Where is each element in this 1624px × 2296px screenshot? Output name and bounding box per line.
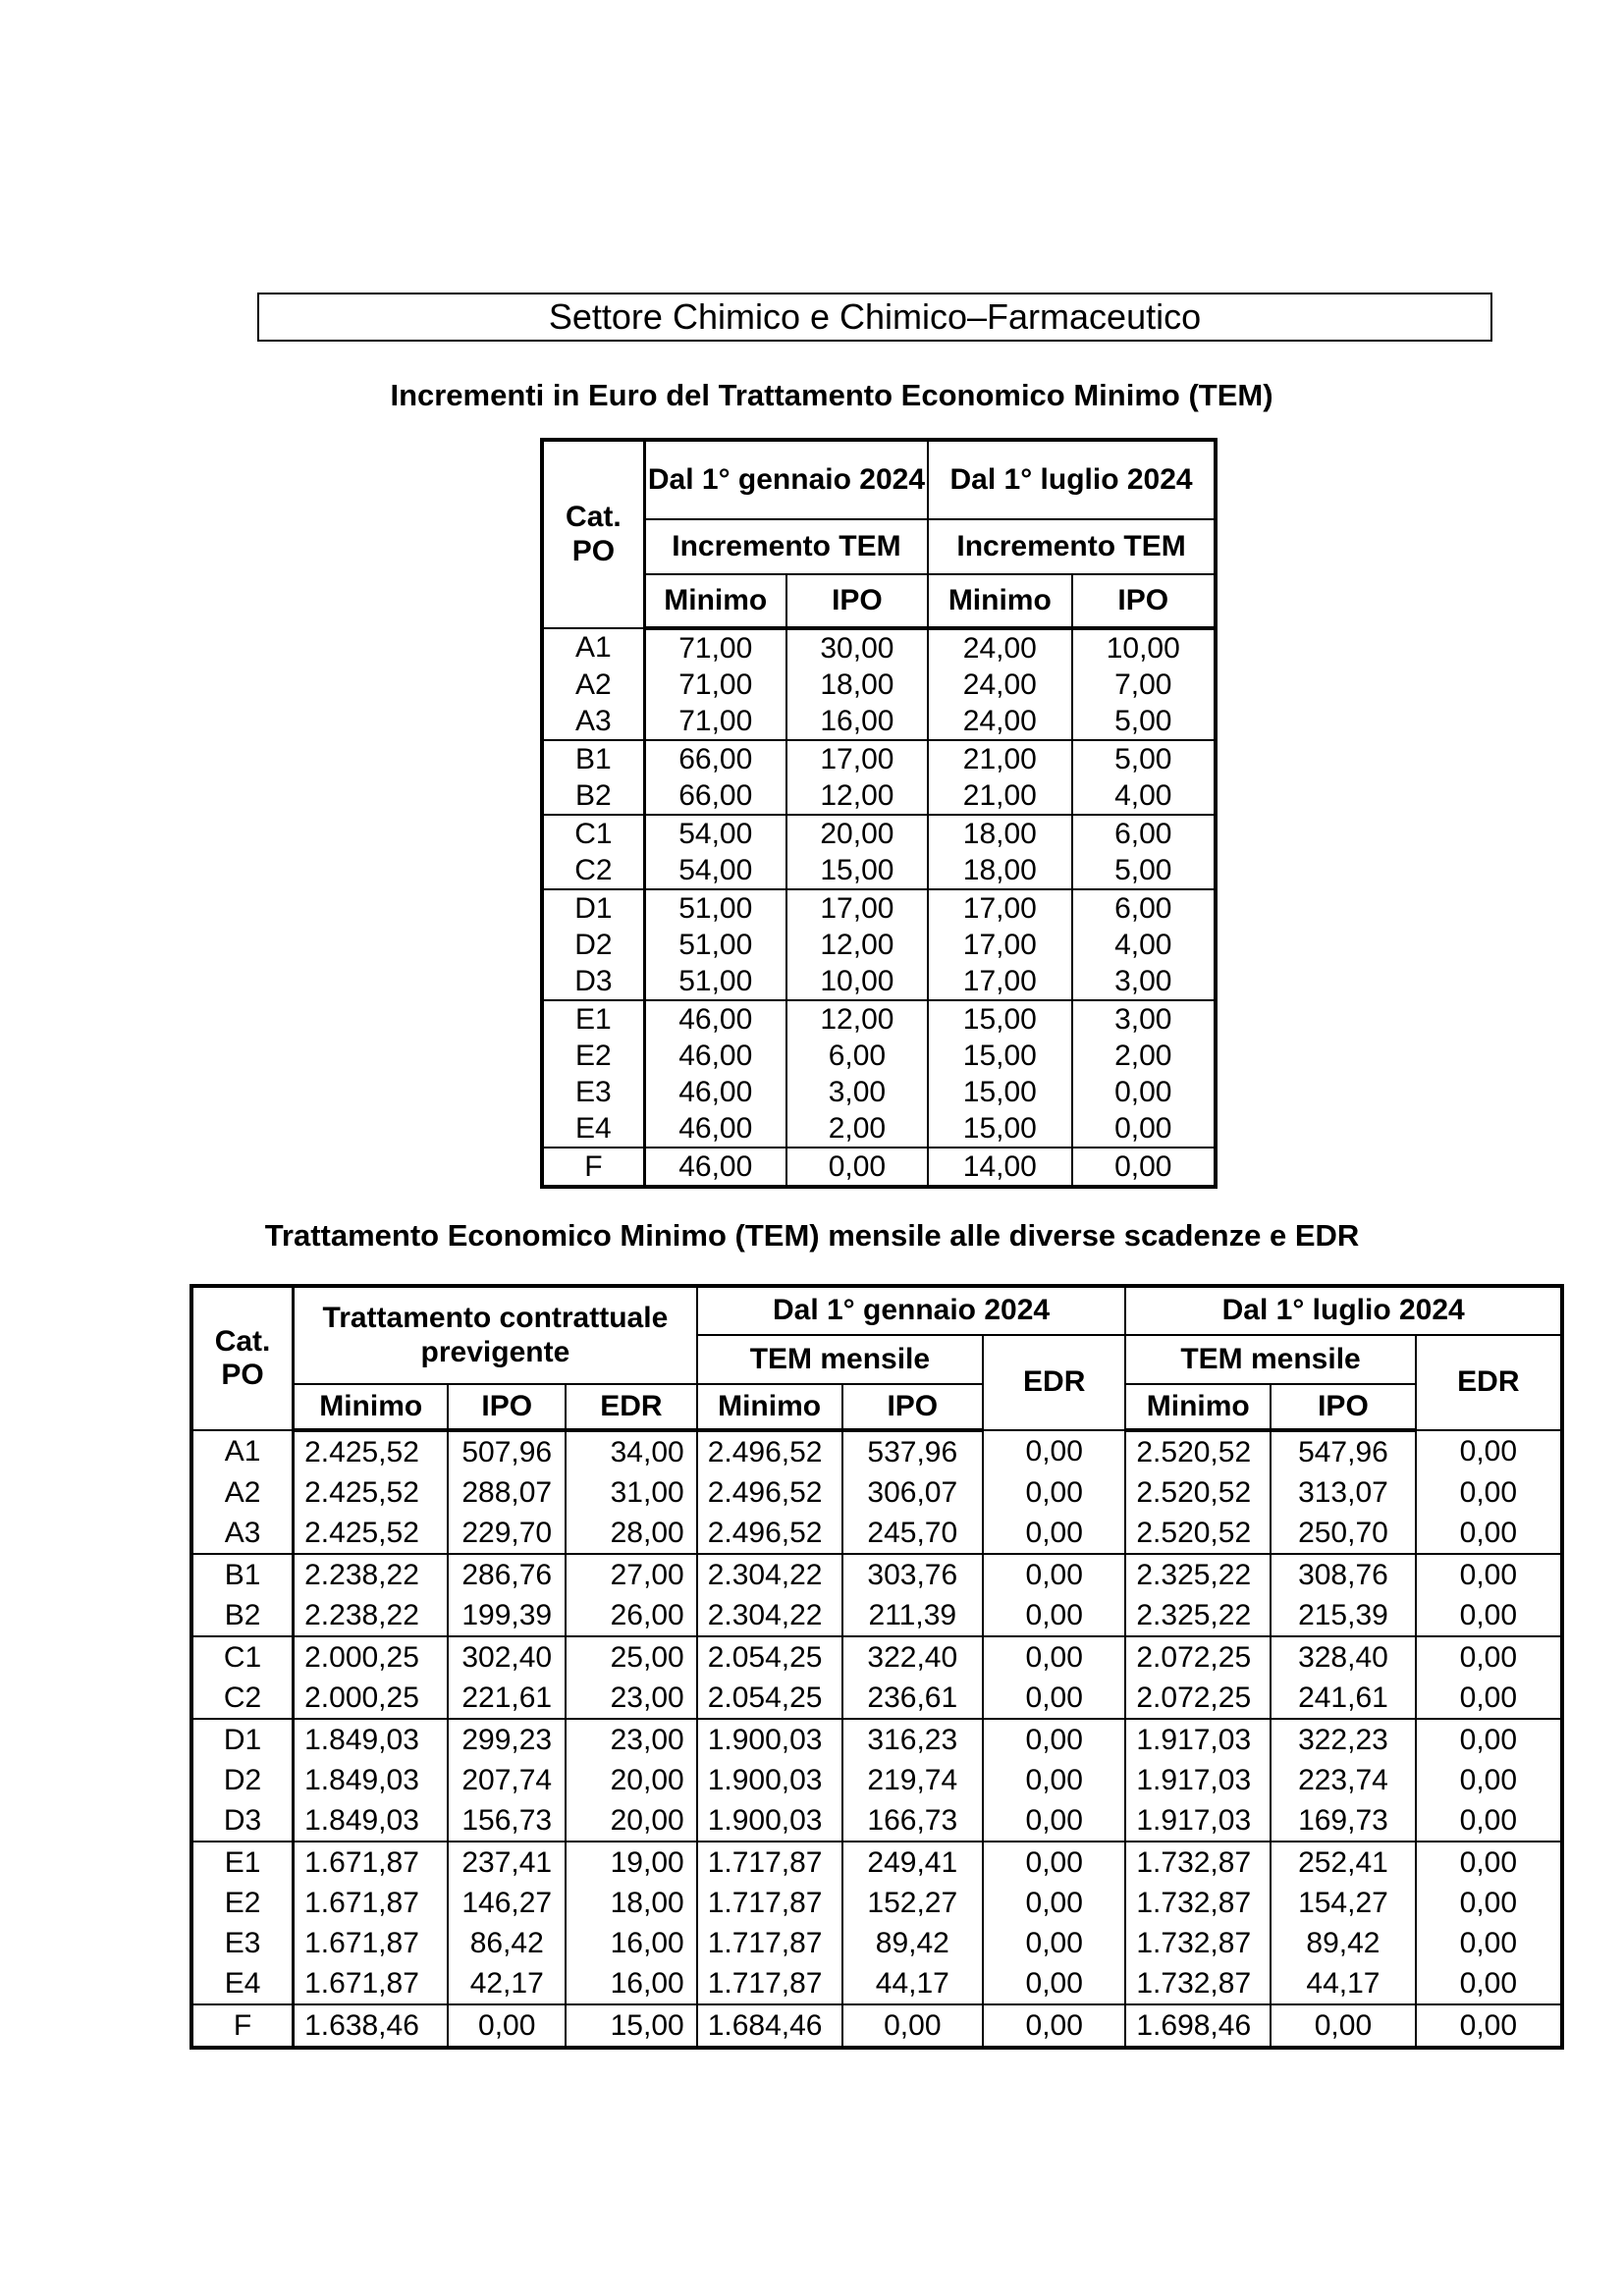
value-cell: 1.732,87 (1125, 1923, 1271, 1963)
table2-heading: Trattamento Economico Minimo (TEM) mensile alle diverse scadenze e EDR (264, 1218, 1360, 1253)
cat-po-header: Cat. PO (542, 440, 644, 628)
value-cell: 2,00 (786, 1110, 928, 1148)
value-cell: 1.917,03 (1125, 1719, 1271, 1760)
ipo-header: IPO (842, 1384, 984, 1430)
value-cell: 2.520,52 (1125, 1513, 1271, 1554)
value-cell: 15,00 (928, 1038, 1071, 1074)
table-row (542, 1074, 1216, 1110)
table-row (542, 927, 1216, 963)
value-cell: 51,00 (644, 963, 785, 1000)
table-row (191, 1800, 1562, 1842)
table-row (191, 1430, 1562, 1472)
value-cell: 16,00 (566, 1963, 697, 2004)
category-cell: B2 (191, 1595, 294, 1636)
value-cell: 2.238,22 (294, 1554, 449, 1595)
value-cell: 20,00 (786, 815, 928, 852)
category-cell: E2 (191, 1883, 294, 1923)
value-cell: 34,00 (566, 1430, 697, 1472)
category-cell: E4 (191, 1963, 294, 2004)
value-cell: 0,00 (983, 1678, 1125, 1719)
category-cell: E1 (191, 1842, 294, 1883)
value-cell: 27,00 (566, 1554, 697, 1595)
ipo-header: IPO (448, 1384, 566, 1430)
table-row (191, 1883, 1562, 1923)
value-cell: 14,00 (928, 1148, 1071, 1187)
value-cell: 537,96 (842, 1430, 984, 1472)
value-cell: 86,42 (448, 1923, 566, 1963)
value-cell: 6,00 (1072, 815, 1216, 852)
value-cell: 1.849,03 (294, 1800, 449, 1842)
document-title: Settore Chimico e Chimico–Farmaceutico (257, 293, 1492, 342)
category-cell: C1 (191, 1636, 294, 1678)
value-cell: 10,00 (786, 963, 928, 1000)
increment-tem-header: Incremento TEM (928, 519, 1216, 574)
value-cell: 0,00 (1271, 2004, 1416, 2048)
value-cell: 5,00 (1072, 740, 1216, 777)
value-cell: 299,23 (448, 1719, 566, 1760)
table-row (191, 1678, 1562, 1719)
value-cell: 152,27 (842, 1883, 984, 1923)
value-cell: 66,00 (644, 777, 785, 815)
value-cell: 2.304,22 (697, 1595, 842, 1636)
value-cell: 1.732,87 (1125, 1842, 1271, 1883)
table-row (542, 815, 1216, 852)
value-cell: 4,00 (1072, 777, 1216, 815)
ipo-header: IPO (786, 574, 928, 628)
category-cell: F (191, 2004, 294, 2048)
table-row (191, 1719, 1562, 1760)
value-cell: 0,00 (1416, 2004, 1562, 2048)
value-cell: 166,73 (842, 1800, 984, 1842)
value-cell: 12,00 (786, 927, 928, 963)
value-cell: 44,17 (1271, 1963, 1416, 2004)
value-cell: 1.900,03 (697, 1760, 842, 1800)
category-cell: A2 (542, 667, 644, 703)
value-cell: 46,00 (644, 1074, 785, 1110)
value-cell: 1.698,46 (1125, 2004, 1271, 2048)
value-cell: 303,76 (842, 1554, 984, 1595)
value-cell: 18,00 (566, 1883, 697, 1923)
value-cell: 17,00 (786, 889, 928, 927)
category-cell: E2 (542, 1038, 644, 1074)
category-cell: E1 (542, 1000, 644, 1038)
value-cell: 51,00 (644, 889, 785, 927)
value-cell: 2.072,25 (1125, 1678, 1271, 1719)
value-cell: 15,00 (928, 1074, 1071, 1110)
value-cell: 0,00 (448, 2004, 566, 2048)
value-cell: 1.849,03 (294, 1760, 449, 1800)
value-cell: 54,00 (644, 852, 785, 889)
minimo-header: Minimo (697, 1384, 842, 1430)
value-cell: 237,41 (448, 1842, 566, 1883)
category-cell: D3 (191, 1800, 294, 1842)
value-cell: 3,00 (1072, 1000, 1216, 1038)
value-cell: 313,07 (1271, 1472, 1416, 1513)
value-cell: 71,00 (644, 703, 785, 740)
value-cell: 1.717,87 (697, 1923, 842, 1963)
value-cell: 286,76 (448, 1554, 566, 1595)
minimo-header: Minimo (1125, 1384, 1271, 1430)
value-cell: 0,00 (1416, 1719, 1562, 1760)
category-cell: F (542, 1148, 644, 1187)
value-cell: 0,00 (1072, 1074, 1216, 1110)
category-cell: A3 (542, 703, 644, 740)
category-cell: B2 (542, 777, 644, 815)
table-row (191, 2004, 1562, 2048)
value-cell: 0,00 (1416, 1800, 1562, 1842)
value-cell: 0,00 (983, 1883, 1125, 1923)
value-cell: 17,00 (928, 963, 1071, 1000)
value-cell: 66,00 (644, 740, 785, 777)
value-cell: 0,00 (1416, 1678, 1562, 1719)
value-cell: 46,00 (644, 1148, 785, 1187)
value-cell: 507,96 (448, 1430, 566, 1472)
value-cell: 6,00 (786, 1038, 928, 1074)
value-cell: 24,00 (928, 628, 1071, 667)
value-cell: 322,23 (1271, 1719, 1416, 1760)
value-cell: 2.000,25 (294, 1636, 449, 1678)
value-cell: 219,74 (842, 1760, 984, 1800)
value-cell: 1.638,46 (294, 2004, 449, 2048)
value-cell: 221,61 (448, 1678, 566, 1719)
value-cell: 23,00 (566, 1719, 697, 1760)
value-cell: 229,70 (448, 1513, 566, 1554)
value-cell: 71,00 (644, 628, 785, 667)
tem-monthly-table (189, 1284, 1564, 2050)
value-cell: 0,00 (983, 1595, 1125, 1636)
value-cell: 199,39 (448, 1595, 566, 1636)
value-cell: 4,00 (1072, 927, 1216, 963)
value-cell: 46,00 (644, 1110, 785, 1148)
value-cell: 215,39 (1271, 1595, 1416, 1636)
value-cell: 20,00 (566, 1760, 697, 1800)
value-cell: 223,74 (1271, 1760, 1416, 1800)
period-july-header: Dal 1° luglio 2024 (928, 440, 1216, 519)
tem-monthly-header: TEM mensile (697, 1335, 983, 1384)
table-row (542, 1148, 1216, 1187)
category-cell: E4 (542, 1110, 644, 1148)
value-cell: 322,40 (842, 1636, 984, 1678)
table2-body (191, 1430, 1562, 2048)
category-cell: A1 (542, 628, 644, 667)
value-cell: 3,00 (786, 1074, 928, 1110)
value-cell: 15,00 (566, 2004, 697, 2048)
value-cell: 2.496,52 (697, 1472, 842, 1513)
value-cell: 2.304,22 (697, 1554, 842, 1595)
table-row (191, 1513, 1562, 1554)
value-cell: 0,00 (1416, 1513, 1562, 1554)
table-row (191, 1760, 1562, 1800)
value-cell: 51,00 (644, 927, 785, 963)
value-cell: 0,00 (1416, 1595, 1562, 1636)
value-cell: 0,00 (983, 1760, 1125, 1800)
table-row (191, 1963, 1562, 2004)
value-cell: 18,00 (786, 667, 928, 703)
value-cell: 0,00 (983, 1963, 1125, 2004)
value-cell: 10,00 (1072, 628, 1216, 667)
value-cell: 302,40 (448, 1636, 566, 1678)
category-cell: D2 (542, 927, 644, 963)
tem-increments-table (540, 438, 1218, 1189)
value-cell: 1.671,87 (294, 1883, 449, 1923)
value-cell: 0,00 (983, 1513, 1125, 1554)
value-cell: 0,00 (1416, 1760, 1562, 1800)
value-cell: 19,00 (566, 1842, 697, 1883)
value-cell: 17,00 (786, 740, 928, 777)
value-cell: 2.054,25 (697, 1678, 842, 1719)
value-cell: 0,00 (1072, 1148, 1216, 1187)
table-row (542, 889, 1216, 927)
value-cell: 5,00 (1072, 703, 1216, 740)
category-cell: A2 (191, 1472, 294, 1513)
edr-header: EDR (566, 1384, 697, 1430)
value-cell: 12,00 (786, 777, 928, 815)
value-cell: 146,27 (448, 1883, 566, 1923)
value-cell: 1.671,87 (294, 1842, 449, 1883)
value-cell: 0,00 (983, 1636, 1125, 1678)
value-cell: 16,00 (786, 703, 928, 740)
value-cell: 0,00 (983, 1923, 1125, 1963)
table-row (542, 740, 1216, 777)
value-cell: 169,73 (1271, 1800, 1416, 1842)
category-cell: C1 (542, 815, 644, 852)
value-cell: 207,74 (448, 1760, 566, 1800)
category-cell: D2 (191, 1760, 294, 1800)
value-cell: 2.238,22 (294, 1595, 449, 1636)
tem-monthly-header: TEM mensile (1125, 1335, 1415, 1384)
value-cell: 21,00 (928, 777, 1071, 815)
value-cell: 1.671,87 (294, 1963, 449, 2004)
value-cell: 1.717,87 (697, 1963, 842, 2004)
previous-treatment-header: Trattamento contrattuale previgente (294, 1286, 697, 1384)
value-cell: 245,70 (842, 1513, 984, 1554)
value-cell: 26,00 (566, 1595, 697, 1636)
value-cell: 89,42 (1271, 1923, 1416, 1963)
value-cell: 0,00 (983, 2004, 1125, 2048)
value-cell: 0,00 (983, 1554, 1125, 1595)
table-row (542, 628, 1216, 667)
value-cell: 2.520,52 (1125, 1430, 1271, 1472)
value-cell: 28,00 (566, 1513, 697, 1554)
value-cell: 0,00 (1072, 1110, 1216, 1148)
value-cell: 211,39 (842, 1595, 984, 1636)
value-cell: 0,00 (842, 2004, 984, 2048)
period-january-header: Dal 1° gennaio 2024 (644, 440, 928, 519)
period-january-header: Dal 1° gennaio 2024 (697, 1286, 1126, 1335)
table-row (191, 1636, 1562, 1678)
table-row (542, 1110, 1216, 1148)
value-cell: 1.684,46 (697, 2004, 842, 2048)
value-cell: 0,00 (983, 1430, 1125, 1472)
value-cell: 6,00 (1072, 889, 1216, 927)
value-cell: 0,00 (983, 1472, 1125, 1513)
value-cell: 23,00 (566, 1678, 697, 1719)
table1-body (542, 628, 1216, 1187)
value-cell: 0,00 (1416, 1430, 1562, 1472)
value-cell: 2.496,52 (697, 1513, 842, 1554)
value-cell: 1.917,03 (1125, 1760, 1271, 1800)
value-cell: 547,96 (1271, 1430, 1416, 1472)
value-cell: 236,61 (842, 1678, 984, 1719)
category-cell: B1 (191, 1554, 294, 1595)
value-cell: 2.496,52 (697, 1430, 842, 1472)
value-cell: 0,00 (983, 1800, 1125, 1842)
value-cell: 0,00 (1416, 1842, 1562, 1883)
table-row (542, 703, 1216, 740)
category-cell: D1 (542, 889, 644, 927)
value-cell: 1.717,87 (697, 1883, 842, 1923)
value-cell: 1.717,87 (697, 1842, 842, 1883)
category-cell: E3 (542, 1074, 644, 1110)
value-cell: 2,00 (1072, 1038, 1216, 1074)
value-cell: 21,00 (928, 740, 1071, 777)
category-cell: A3 (191, 1513, 294, 1554)
value-cell: 15,00 (786, 852, 928, 889)
value-cell: 1.671,87 (294, 1923, 449, 1963)
category-cell: B1 (542, 740, 644, 777)
table-row (191, 1472, 1562, 1513)
edr-header: EDR (1416, 1335, 1562, 1430)
value-cell: 0,00 (983, 1719, 1125, 1760)
value-cell: 20,00 (566, 1800, 697, 1842)
value-cell: 71,00 (644, 667, 785, 703)
value-cell: 16,00 (566, 1923, 697, 1963)
value-cell: 24,00 (928, 667, 1071, 703)
value-cell: 1.900,03 (697, 1800, 842, 1842)
value-cell: 0,00 (983, 1842, 1125, 1883)
value-cell: 2.054,25 (697, 1636, 842, 1678)
table-row (542, 1038, 1216, 1074)
table-row (542, 667, 1216, 703)
value-cell: 308,76 (1271, 1554, 1416, 1595)
table-row (191, 1554, 1562, 1595)
value-cell: 12,00 (786, 1000, 928, 1038)
value-cell: 241,61 (1271, 1678, 1416, 1719)
value-cell: 54,00 (644, 815, 785, 852)
value-cell: 3,00 (1072, 963, 1216, 1000)
value-cell: 1.732,87 (1125, 1963, 1271, 2004)
value-cell: 46,00 (644, 1000, 785, 1038)
cat-po-header: Cat. PO (191, 1286, 294, 1430)
table1-heading: Incrementi in Euro del Trattamento Economico Minimo (TEM) (390, 378, 1273, 412)
category-cell: C2 (542, 852, 644, 889)
increment-tem-header: Incremento TEM (644, 519, 928, 574)
edr-header: EDR (983, 1335, 1125, 1430)
value-cell: 1.900,03 (697, 1719, 842, 1760)
value-cell: 24,00 (928, 703, 1071, 740)
value-cell: 2.520,52 (1125, 1472, 1271, 1513)
category-cell: D3 (542, 963, 644, 1000)
value-cell: 0,00 (786, 1148, 928, 1187)
table-row (191, 1923, 1562, 1963)
value-cell: 18,00 (928, 852, 1071, 889)
value-cell: 42,17 (448, 1963, 566, 2004)
value-cell: 15,00 (928, 1110, 1071, 1148)
value-cell: 0,00 (1416, 1923, 1562, 1963)
value-cell: 2.072,25 (1125, 1636, 1271, 1678)
value-cell: 1.917,03 (1125, 1800, 1271, 1842)
value-cell: 30,00 (786, 628, 928, 667)
value-cell: 250,70 (1271, 1513, 1416, 1554)
minimo-header: Minimo (928, 574, 1071, 628)
value-cell: 7,00 (1072, 667, 1216, 703)
value-cell: 328,40 (1271, 1636, 1416, 1678)
value-cell: 2.425,52 (294, 1430, 449, 1472)
value-cell: 2.425,52 (294, 1513, 449, 1554)
value-cell: 0,00 (1416, 1963, 1562, 2004)
value-cell: 89,42 (842, 1923, 984, 1963)
value-cell: 46,00 (644, 1038, 785, 1074)
value-cell: 2.000,25 (294, 1678, 449, 1719)
value-cell: 316,23 (842, 1719, 984, 1760)
minimo-header: Minimo (644, 574, 785, 628)
period-july-header: Dal 1° luglio 2024 (1125, 1286, 1562, 1335)
value-cell: 252,41 (1271, 1842, 1416, 1883)
value-cell: 1.849,03 (294, 1719, 449, 1760)
value-cell: 2.325,22 (1125, 1595, 1271, 1636)
category-cell: A1 (191, 1430, 294, 1472)
value-cell: 154,27 (1271, 1883, 1416, 1923)
value-cell: 5,00 (1072, 852, 1216, 889)
value-cell: 2.425,52 (294, 1472, 449, 1513)
category-cell: E3 (191, 1923, 294, 1963)
value-cell: 306,07 (842, 1472, 984, 1513)
value-cell: 0,00 (1416, 1636, 1562, 1678)
value-cell: 1.732,87 (1125, 1883, 1271, 1923)
minimo-header: Minimo (294, 1384, 449, 1430)
value-cell: 0,00 (1416, 1554, 1562, 1595)
value-cell: 17,00 (928, 927, 1071, 963)
value-cell: 249,41 (842, 1842, 984, 1883)
ipo-header: IPO (1072, 574, 1216, 628)
value-cell: 15,00 (928, 1000, 1071, 1038)
value-cell: 0,00 (1416, 1883, 1562, 1923)
value-cell: 0,00 (1416, 1472, 1562, 1513)
table-row (542, 852, 1216, 889)
value-cell: 25,00 (566, 1636, 697, 1678)
category-cell: D1 (191, 1719, 294, 1760)
value-cell: 44,17 (842, 1963, 984, 2004)
value-cell: 288,07 (448, 1472, 566, 1513)
category-cell: C2 (191, 1678, 294, 1719)
value-cell: 2.325,22 (1125, 1554, 1271, 1595)
value-cell: 31,00 (566, 1472, 697, 1513)
ipo-header: IPO (1271, 1384, 1416, 1430)
table-row (191, 1842, 1562, 1883)
value-cell: 17,00 (928, 889, 1071, 927)
table-row (542, 1000, 1216, 1038)
table-row (191, 1595, 1562, 1636)
table-row (542, 963, 1216, 1000)
value-cell: 18,00 (928, 815, 1071, 852)
value-cell: 156,73 (448, 1800, 566, 1842)
table-row (542, 777, 1216, 815)
